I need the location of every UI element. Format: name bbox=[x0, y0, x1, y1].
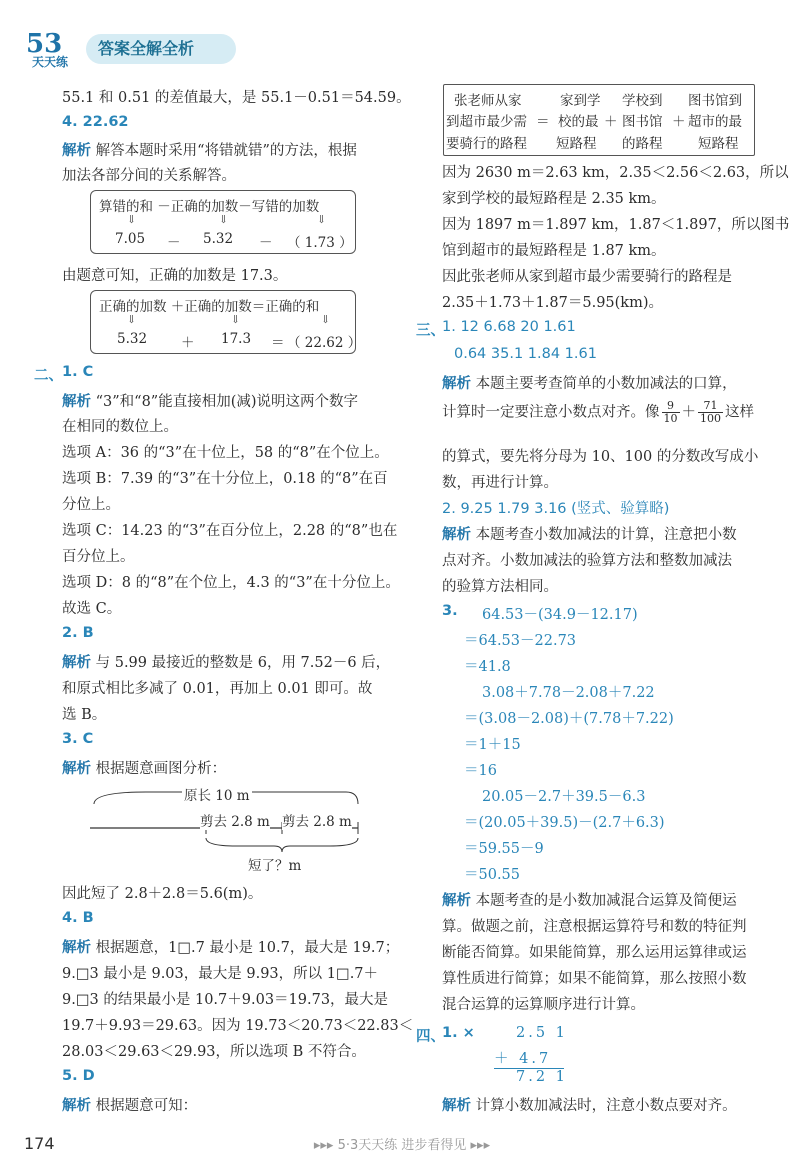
analysis-tag: 解析 bbox=[62, 1098, 91, 1114]
text-line: 混合运算的运算顺序进行计算。 bbox=[442, 997, 645, 1013]
text-line: 家到学校的最短路程是 2.35 km。 bbox=[442, 191, 666, 207]
box-text: ＝ bbox=[536, 114, 550, 130]
text-line: 故选 C。 bbox=[62, 601, 122, 617]
text-line: 根据题意，1□.7 最小是 10.7，最大是 19.7； bbox=[95, 940, 400, 956]
diagram-label-cut: 剪去 2.8 m bbox=[200, 810, 270, 830]
equation-box bbox=[443, 84, 755, 156]
text-line: 点对齐。小数加减法的验算方法和整数加减法 bbox=[442, 553, 732, 569]
section-marker: 四、 bbox=[416, 1029, 445, 1045]
text-line: 因为 2630 m＝2.63 km，2.35＜2.56＜2.63，所以 bbox=[442, 165, 789, 181]
calc-line: 20.05－2.7＋39.5－6.3 bbox=[482, 789, 646, 805]
diagram-label-short: 短了？m bbox=[248, 858, 302, 874]
text-line: 的验算方法相同。 bbox=[442, 579, 558, 595]
diagram-label-cut: 剪去 2.8 m bbox=[282, 810, 352, 830]
question-number: 4. 22.62 bbox=[62, 114, 129, 130]
arrow-down-icon: ⇓ bbox=[219, 213, 229, 226]
calc-line: 64.53－(34.9－12.17) bbox=[482, 607, 638, 623]
answer-line: 2. 9.25 1.79 3.16 (竖式、验算略) bbox=[442, 501, 670, 517]
text-line: 馆到超市的最短路程是 1.87 km。 bbox=[442, 243, 666, 259]
svg-text:53: 53 bbox=[26, 29, 63, 59]
text-line: 选 B。 bbox=[62, 707, 107, 723]
box-value: （ 22.62 ） bbox=[287, 335, 362, 351]
question-number: 3. C bbox=[62, 731, 94, 747]
text-line: 分位上。 bbox=[62, 497, 120, 513]
diagram-box bbox=[90, 290, 362, 354]
vertical-calc-top: 2.5 1 bbox=[516, 1025, 568, 1041]
text-line: 选项 D：8 的“8”在个位上，4.3 的“3”在十分位上。 bbox=[62, 575, 400, 591]
text-line: 选项 C：14.23 的“3”在百分位上，2.28 的“8”也在 bbox=[62, 523, 398, 539]
box-text: 图书馆 bbox=[622, 114, 663, 130]
text-line: 根据题意可知： bbox=[95, 1098, 198, 1114]
box-text: 短路程 bbox=[698, 136, 739, 152]
analysis-tag: 解析 bbox=[442, 527, 471, 543]
box-text: ＋ bbox=[604, 114, 618, 130]
text-line: 因此张老师从家到超市最少需要骑行的路程是 bbox=[442, 269, 732, 285]
arrow-down-icon: ⇓ bbox=[321, 313, 331, 326]
calc-line: ＝59.55－9 bbox=[464, 841, 544, 857]
analysis-tag: 解析 bbox=[62, 143, 91, 159]
text-line: 因此短了 2.8＋2.8＝5.6(m)。 bbox=[62, 886, 263, 902]
text-line: 在相同的数位上。 bbox=[62, 419, 178, 435]
text-line: 选项 A：36 的“3”在十位上，58 的“8”在个位上。 bbox=[62, 445, 389, 461]
box-value: 5.32 bbox=[203, 231, 234, 247]
svg-text:天天练: 天天练 bbox=[32, 55, 69, 69]
analysis-tag: 解析 bbox=[442, 376, 471, 392]
text-line: 选项 B：7.39 的“3”在十分位上，0.18 的“8”在百 bbox=[62, 471, 388, 487]
text-line: 2.35＋1.73＋1.87＝5.95(km)。 bbox=[442, 295, 663, 311]
rope-diagram bbox=[86, 782, 366, 878]
answer-line: 1. 12 6.68 20 1.61 bbox=[442, 319, 576, 335]
diagram-box bbox=[90, 190, 356, 254]
box-value: 17.3 bbox=[221, 331, 252, 347]
box-operator: － bbox=[259, 235, 273, 251]
text-line: 的算式，要先将分母为 10、100 的分数改写成小 bbox=[442, 449, 759, 465]
section-marker: 三、 bbox=[416, 323, 445, 339]
calc-line: ＝(3.08－2.08)＋(7.78＋7.22) bbox=[464, 711, 674, 727]
box-text: 学校到 bbox=[622, 93, 663, 109]
arrow-down-icon: ⇓ bbox=[317, 213, 327, 226]
box-header: 算错的和 －正确的加数－写错的加数 bbox=[99, 199, 320, 215]
box-text: 短路程 bbox=[556, 136, 597, 152]
text-line: 9.□3 的结果最小是 10.7＋9.03＝19.73，最大是 bbox=[62, 992, 389, 1008]
analysis-tag: 解析 bbox=[442, 1098, 471, 1114]
text-line: 因为 1897 m＝1.897 km，1.87＜1.897，所以图书 bbox=[442, 217, 790, 233]
box-text: 到超市最少需 bbox=[446, 114, 527, 130]
calc-line: ＝41.8 bbox=[464, 659, 511, 675]
arrow-down-icon: ⇓ bbox=[127, 313, 137, 326]
calc-line: ＝(20.05＋39.5)－(2.7＋6.3) bbox=[464, 815, 665, 831]
fraction: $\frac{9}{10}$ bbox=[663, 399, 678, 425]
box-value: 7.05 bbox=[115, 231, 146, 247]
box-operator: ＋ bbox=[181, 335, 195, 351]
text-line: 百分位上。 bbox=[62, 549, 135, 565]
box-text: 家到学 bbox=[560, 93, 601, 109]
box-text: 超市的最 bbox=[688, 114, 742, 130]
text-line: 由题意可知，正确的加数是 17.3。 bbox=[62, 268, 288, 284]
box-value: （ 1.73 ） bbox=[287, 235, 353, 251]
text-line: 断能否简算。如果能简算，那么运用运算律或运 bbox=[442, 945, 747, 961]
box-text: 的路程 bbox=[622, 136, 663, 152]
text-line: 根据题意画图分析： bbox=[95, 761, 227, 777]
text-line: 9.□3 最小是 9.03，最大是 9.93，所以 1□.7＋ bbox=[62, 966, 379, 982]
brand-logo bbox=[22, 26, 90, 70]
question-number: 1. C bbox=[62, 364, 94, 380]
text-line: 19.7＋9.93＝29.63。因为 19.73＜20.73＜22.83＜ bbox=[62, 1018, 414, 1034]
box-operator: － bbox=[167, 235, 181, 251]
text-line: 数，再进行计算。 bbox=[442, 475, 558, 491]
text-line: 这样 bbox=[725, 404, 754, 421]
calc-line: ＝64.53－22.73 bbox=[464, 633, 577, 649]
text-line: 本题考查的是小数加减混合运算及简便运 bbox=[475, 893, 737, 909]
analysis-tag: 解析 bbox=[62, 761, 91, 777]
text-line: 55.1 和 0.51 的差值最大，是 55.1－0.51＝54.59。 bbox=[62, 90, 411, 106]
text-line: 计算时一定要注意小数点对齐。像 bbox=[442, 404, 660, 421]
text-line: 算性质进行简算；如果不能简算，那么按照小数 bbox=[442, 971, 747, 987]
analysis-tag: 解析 bbox=[62, 940, 91, 956]
text-line: 与 5.99 最接近的整数是 6，用 7.52－6 后， bbox=[95, 655, 391, 671]
text-line: “3”和“8”能直接相加(减)说明这两个数字 bbox=[95, 394, 359, 410]
page-number: 174 bbox=[24, 1134, 55, 1153]
calc-line: ＝1＋15 bbox=[464, 737, 521, 753]
text-line: 算。做题之前，注意根据运算符号和数的特征判 bbox=[442, 919, 747, 935]
fraction: $\frac{71}{100}$ bbox=[700, 399, 721, 425]
diagram-label-total: 原长 10 m bbox=[182, 784, 252, 804]
question-number: 5. D bbox=[62, 1068, 95, 1084]
box-text: 图书馆到 bbox=[688, 93, 742, 109]
analysis-tag: 解析 bbox=[62, 655, 91, 671]
answer-line: 0.64 35.1 1.84 1.61 bbox=[454, 346, 597, 362]
calc-line: 3.08＋7.78－2.08＋7.22 bbox=[482, 685, 655, 701]
arrow-down-icon: ⇓ bbox=[231, 313, 241, 326]
question-number: 2. B bbox=[62, 625, 94, 641]
analysis-tag: 解析 bbox=[62, 394, 91, 410]
box-value: 5.32 bbox=[117, 331, 148, 347]
calc-line: ＝50.55 bbox=[464, 867, 521, 883]
footer-slogan: ▸▸▸ 5·3天天练 进步看得见 ▸▸▸ bbox=[313, 1138, 491, 1153]
arrow-down-icon: ⇓ bbox=[127, 213, 137, 226]
section-banner: 答案全解全析 bbox=[86, 34, 236, 64]
text-line: 解答本题时采用“将错就错”的方法，根据 bbox=[95, 143, 357, 159]
box-header: 正确的加数 ＋正确的加数＝正确的和 bbox=[99, 299, 320, 315]
section-marker: 二、 bbox=[34, 368, 63, 384]
box-text: ＋ bbox=[672, 114, 686, 130]
vertical-calc-result: 7.2 1 bbox=[516, 1069, 568, 1085]
text-line: 加法各部分间的关系解答。 bbox=[62, 168, 236, 184]
text-line: 28.03＜29.63＜29.93，所以选项 B 不符合。 bbox=[62, 1044, 366, 1060]
question-number: 4. B bbox=[62, 910, 94, 926]
box-text: 校的最 bbox=[558, 114, 599, 130]
text-line: 和原式相比多减了 0.01，再加上 0.01 即可。故 bbox=[62, 681, 373, 697]
text-line: 计算小数加减法时，注意小数点要对齐。 bbox=[475, 1098, 737, 1114]
question-number: 1. × bbox=[442, 1025, 475, 1041]
text-line: 本题考查小数加减法的计算，注意把小数 bbox=[475, 527, 737, 543]
calc-line: ＝16 bbox=[464, 763, 497, 779]
vertical-calc-mid: ＋ 4.7 bbox=[494, 1051, 552, 1067]
box-text: 张老师从家 bbox=[454, 93, 522, 109]
text-line: 本题主要考查简单的小数加减法的口算， bbox=[475, 376, 737, 392]
box-text: 要骑行的路程 bbox=[446, 136, 527, 152]
question-number: 3. bbox=[442, 603, 458, 619]
analysis-tag: 解析 bbox=[442, 893, 471, 909]
box-operator: ＝ bbox=[271, 335, 285, 351]
